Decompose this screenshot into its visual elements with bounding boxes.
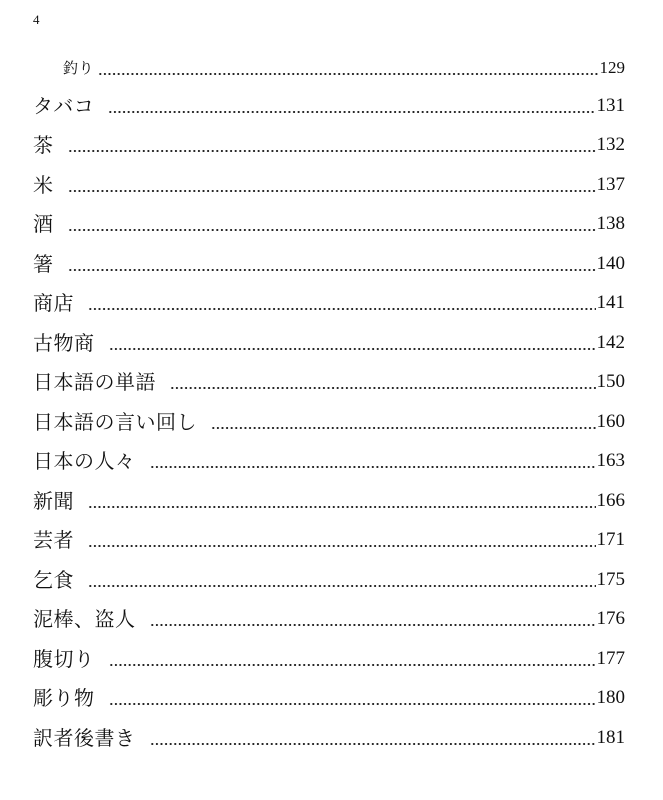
toc-entry-beggars bbox=[33, 563, 625, 593]
dot-leader bbox=[88, 566, 596, 588]
toc-entry-japanese-people bbox=[33, 444, 625, 474]
toc-entry-title: 酒 bbox=[33, 212, 54, 236]
toc-entry-translator-afterword bbox=[33, 721, 625, 751]
dot-leader bbox=[150, 605, 596, 627]
toc-entry-page: 181 bbox=[596, 727, 625, 748]
toc-entry-page: 166 bbox=[596, 490, 625, 511]
toc-entry-page: 160 bbox=[596, 411, 625, 432]
toc-entry-page: 163 bbox=[596, 450, 625, 471]
toc-entry-thieves bbox=[33, 602, 625, 632]
dot-leader bbox=[68, 131, 596, 153]
toc-entry-newspapers bbox=[33, 484, 625, 514]
dot-leader bbox=[150, 447, 596, 469]
dot-leader bbox=[108, 92, 595, 114]
toc-entry-page: 140 bbox=[596, 253, 625, 274]
dot-leader bbox=[88, 526, 596, 548]
page-number: 4 bbox=[33, 12, 40, 27]
toc-entry-page: 129 bbox=[599, 58, 625, 77]
toc-entry-page: 180 bbox=[596, 687, 625, 708]
toc-entry-shops bbox=[33, 286, 625, 316]
toc-entry-title: 日本語の言い回し bbox=[33, 410, 197, 434]
toc-entry-title: 釣り bbox=[63, 59, 95, 77]
toc-entry-page: 150 bbox=[596, 371, 625, 392]
toc-entry-page: 177 bbox=[596, 648, 625, 669]
toc-entry-page: 176 bbox=[596, 608, 625, 629]
dot-leader bbox=[109, 645, 596, 667]
toc-entry-antique-dealers bbox=[33, 326, 625, 356]
toc-entry-title: 泥棒、盗人 bbox=[33, 607, 136, 631]
toc-entry-title: 新聞 bbox=[33, 489, 74, 513]
toc-entry-title: 商店 bbox=[33, 291, 74, 315]
toc-entry-geisha bbox=[33, 523, 625, 553]
toc-entry-title: 箸 bbox=[33, 252, 54, 276]
toc-entry-title: 乞食 bbox=[33, 568, 74, 592]
toc-entry-seppuku bbox=[33, 642, 625, 672]
toc-entry-tobacco bbox=[33, 89, 625, 119]
toc-entry-fishing bbox=[63, 49, 625, 79]
toc-entry-page: 138 bbox=[596, 213, 625, 234]
toc-entry-rice bbox=[33, 168, 625, 198]
toc-entry-title: 日本語の単語 bbox=[33, 370, 156, 394]
toc-entry-title: 米 bbox=[33, 173, 54, 197]
toc-entry-title: 芸者 bbox=[33, 528, 74, 552]
toc-entry-page: 171 bbox=[596, 529, 625, 550]
toc-entry-page: 137 bbox=[596, 174, 625, 195]
toc-entry-title: 茶 bbox=[33, 133, 54, 157]
toc-entry-title: 彫り物 bbox=[33, 686, 95, 710]
dot-leader bbox=[170, 368, 596, 390]
dot-leader bbox=[88, 289, 596, 311]
toc-entry-page: 131 bbox=[596, 95, 625, 116]
dot-leader bbox=[68, 171, 596, 193]
toc-entry-japanese-phrases bbox=[33, 405, 625, 435]
dot-leader bbox=[211, 408, 596, 430]
toc-entry-page: 142 bbox=[596, 332, 625, 353]
dot-leader bbox=[109, 684, 596, 706]
toc-entry-chopsticks bbox=[33, 247, 625, 277]
dot-leader bbox=[109, 329, 596, 351]
toc-entry-title: 訳者後書き bbox=[33, 726, 136, 750]
toc-entry-tea bbox=[33, 128, 625, 158]
toc-entry-title: 腹切り bbox=[33, 647, 95, 671]
dot-leader bbox=[98, 54, 598, 76]
dot-leader bbox=[68, 250, 596, 272]
toc-entry-page: 175 bbox=[596, 569, 625, 590]
toc-entry-title: 日本の人々 bbox=[33, 449, 136, 473]
dot-leader bbox=[88, 487, 596, 509]
toc-entry-title: タバコ bbox=[33, 94, 95, 118]
toc-entry-page: 141 bbox=[596, 292, 625, 313]
toc-entry-title: 古物商 bbox=[33, 331, 95, 355]
dot-leader bbox=[68, 210, 596, 232]
toc-entry-sake bbox=[33, 207, 625, 237]
dot-leader bbox=[150, 724, 596, 746]
toc-entry-japanese-words bbox=[33, 365, 625, 395]
toc-entry-page: 132 bbox=[596, 134, 625, 155]
toc-entry-tattoos bbox=[33, 681, 625, 711]
